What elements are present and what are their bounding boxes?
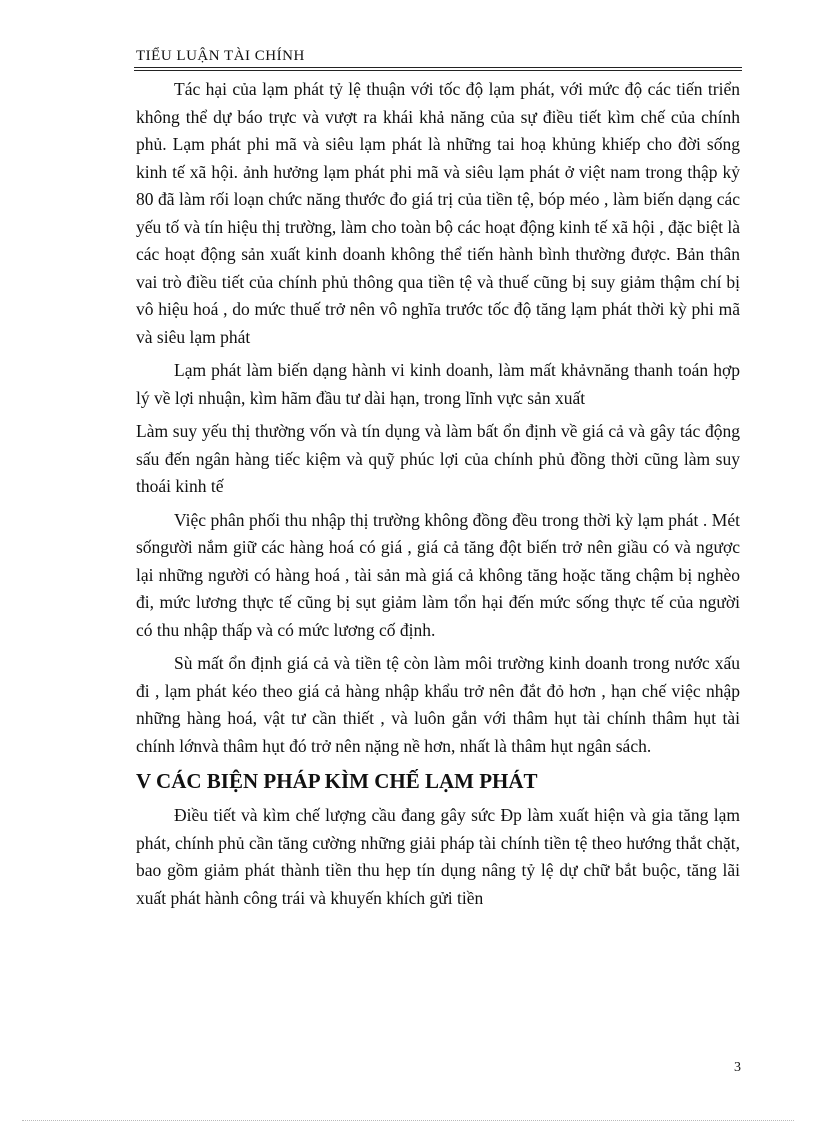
- section-paragraph: Điều tiết và kìm chế lượng cầu đang gây sức Đp làm xuất hiện và gia tăng lạm phát, chính phủ cần tăng cường những giải pháp tài chính tiền tệ theo hướng thắt chặt, bao gồm giảm phát thành tiền thu hẹp tín dụng nâng tỷ lệ dự chữ bắt buộc, tăng lãi xuất phát hành công trái và khuyến khích gửi tiền: [136, 805, 740, 908]
- paragraph-2: Lạm phát làm biến dạng hành vi kinh doanh, làm mất khảvnăng thanh toán hợp lý về lợi nhuận, kìm hãm đầu tư dài hạn, trong lĩnh vực sản xuất: [136, 360, 740, 408]
- header-rule: [134, 67, 742, 71]
- paragraph-5: Sù mất ổn định giá cả và tiền tệ còn làm môi trường kinh doanh trong nước xấu đi , lạm phát kéo theo giá cả hàng nhập khẩu trở nên đắt đỏ hơn , hạn chế việc nhập những hàng hoá, vật tư cần thiết , và luôn gắn với thâm hụt tài chính thâm hụt tài chính lớnvà thâm hụt đó trở nên nặng nề hơn, nhất là thâm hụt ngân sách.: [136, 653, 740, 756]
- document-body: [136, 76, 740, 918]
- page-number: 3: [734, 1060, 741, 1075]
- paragraph-4: Việc phân phối thu nhập thị trường không đồng đều trong thời kỳ lạm phát . Mét sốngười nắm giữ các hàng hoá có giá , giá cả tăng đột biến trở nên giầu có và ngược lại những người có hàng hoá , tài sản mà giá cả không tăng hoặc tăng chậm bị nghèo đi, mức lương thực tế cũng bị sụt giảm làm tổn hại đến mức sống thực tế của người có thu nhập thấp và có mức lương cố định.: [136, 509, 740, 640]
- page-header: TIỂU LUẬN TÀI CHÍNH: [136, 48, 305, 64]
- paragraph-1: Tác hại của lạm phát tỷ lệ thuận với tốc độ lạm phát, với mức độ các tiến triển không thể dự báo trực và vượt ra khái khả năng của sự điều tiết kìm chế của chính phủ. Lạm phát phi mã và siêu lạm phát là những tai hoạ khủng khiếp cho đời sống kinh tế xã hội. ảnh hưởng lạm phát phi mã và siêu lạm phát ở việt nam trong thập kỷ 80 đã làm rối loạn chức năng thước đo giá trị của tiền tệ, bóp méo , làm biến dạng các yếu tố và tín hiệu thị trường, làm cho toàn bộ các hoạt động kinh tế xã hội , đặc biệt là các hoạt động sản xuất kinh doanh không thể tiến hành bình thường được. Bản thân vai trò điều tiết của chính phủ thông qua tiền tệ và thuế cũng bị suy giảm thậm chí bị vô hiệu hoá , do mức thuế trở nên vô nghĩa trước tốc độ tăng lạm phát thời kỳ phi mã và siêu lạm phát: [136, 79, 740, 347]
- paragraph-3: Làm suy yếu thị thường vốn và tín dụng và làm bất ổn định về giá cả và gây tác động sấu đến ngân hàng tiếc kiệm và quỹ phúc lợi của chính phủ đồng thời cũng làm suy thoái kinh tế: [136, 421, 740, 496]
- footer-rule: [22, 1120, 794, 1121]
- section-heading: V CÁC BIỆN PHÁP KÌM CHẾ LẠM PHÁT: [136, 769, 538, 793]
